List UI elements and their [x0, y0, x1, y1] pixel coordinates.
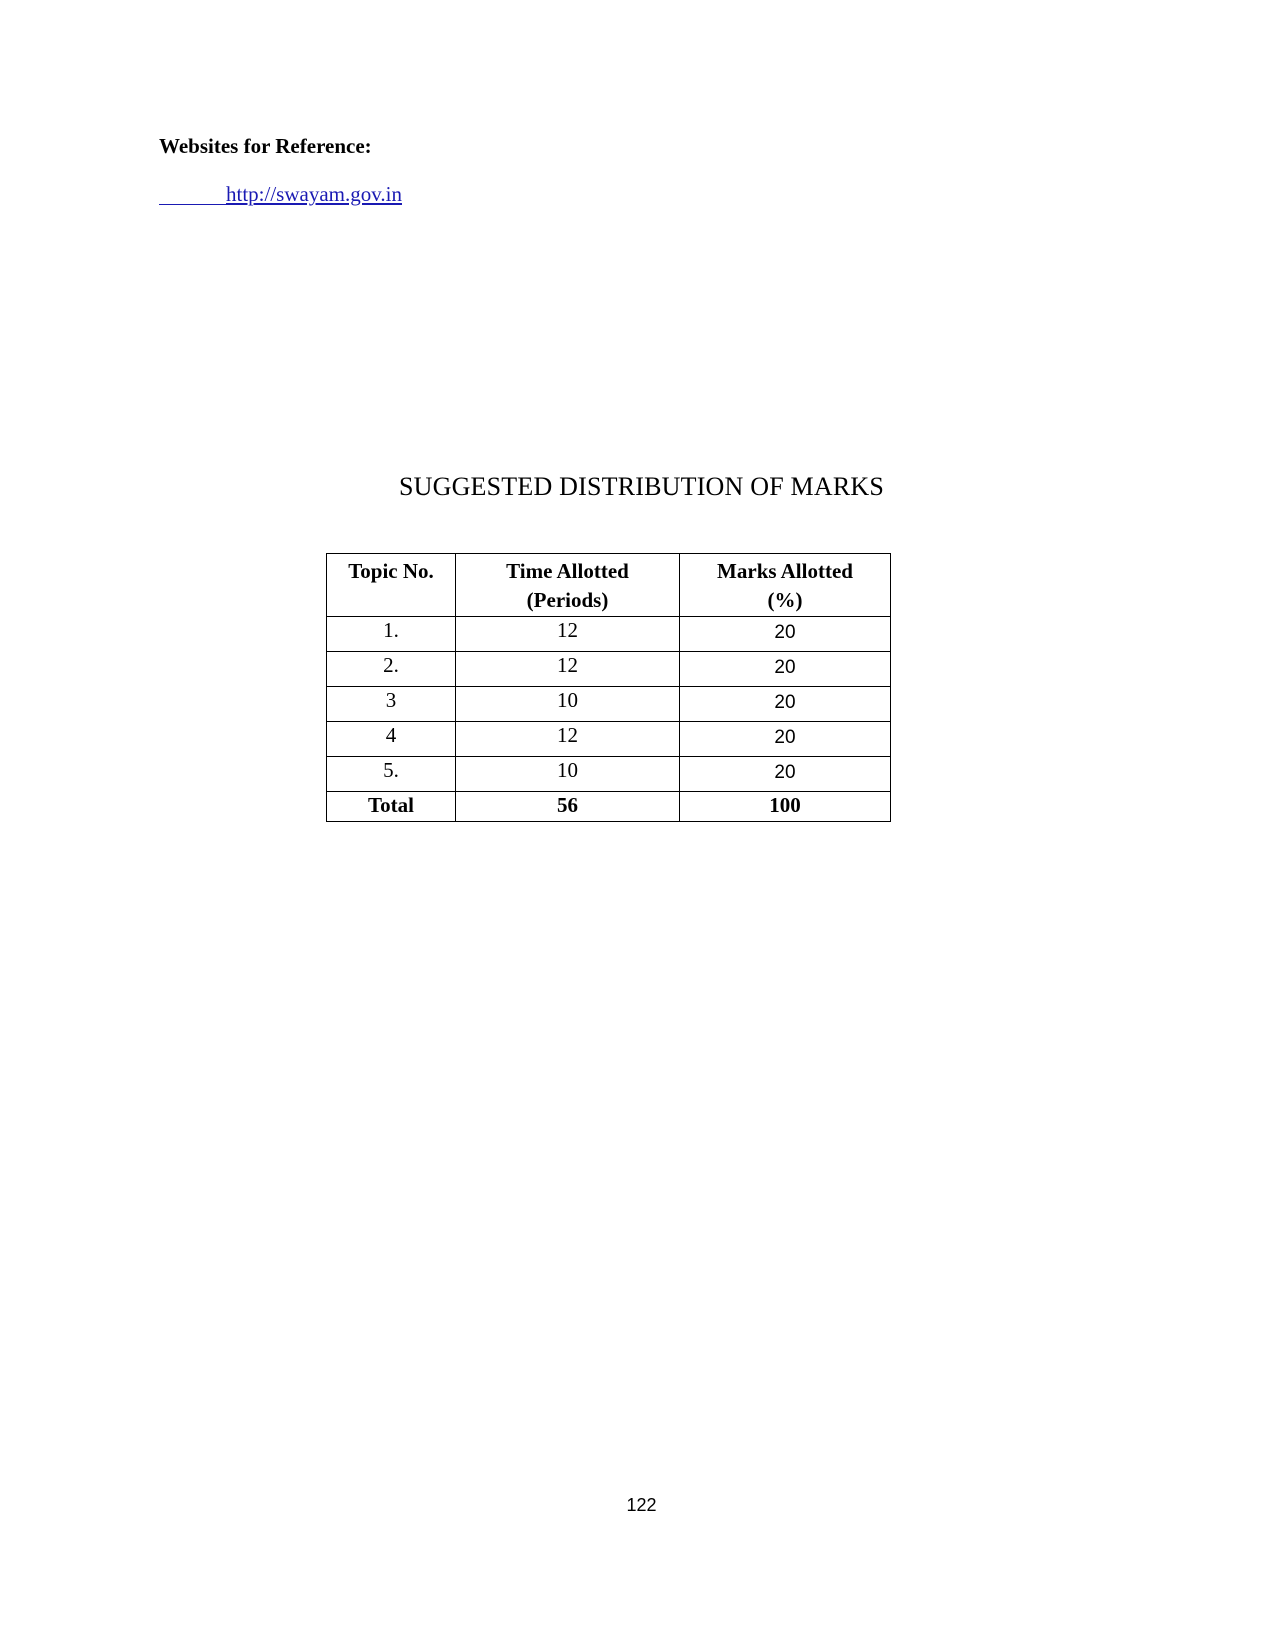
header-time-allotted: [456, 554, 680, 617]
header-topic-no-label: Topic No.: [348, 559, 434, 583]
table-row: [327, 652, 891, 687]
topic-cell: 3: [327, 687, 456, 722]
table-header-row: [327, 554, 891, 617]
total-time-cell: 56: [456, 792, 680, 822]
table-row: [327, 617, 891, 652]
time-cell: 12: [456, 722, 680, 757]
marks-distribution-table: [326, 553, 891, 822]
header-time-line2: (Periods): [526, 588, 609, 612]
references-heading: Websites for Reference:: [159, 134, 372, 158]
header-topic-no: [327, 554, 456, 617]
header-marks-line1: Marks Allotted: [717, 559, 853, 583]
time-cell: 10: [456, 757, 680, 792]
table-row: [327, 757, 891, 792]
page-number: 122: [626, 1495, 657, 1515]
table-row: [327, 687, 891, 722]
link-indent: [159, 182, 226, 205]
topic-cell: 2.: [327, 652, 456, 687]
time-cell: 12: [456, 617, 680, 652]
marks-cell: 20: [680, 652, 891, 687]
time-cell: 12: [456, 652, 680, 687]
marks-cell: 20: [680, 617, 891, 652]
marks-cell: 20: [680, 757, 891, 792]
time-cell: 10: [456, 687, 680, 722]
distribution-title: SUGGESTED DISTRIBUTION OF MARKS: [398, 472, 885, 501]
header-marks-allotted: [680, 554, 891, 617]
reference-link-row: [159, 182, 415, 210]
header-marks-line2: (%): [767, 588, 803, 612]
header-time-line1: Time Allotted: [506, 559, 629, 583]
topic-cell: 5.: [327, 757, 456, 792]
marks-cell: 20: [680, 722, 891, 757]
total-row: [327, 792, 891, 822]
total-label-cell: Total: [327, 792, 456, 822]
table-row: [327, 722, 891, 757]
swayam-link[interactable]: http://swayam.gov.in: [226, 182, 402, 206]
total-marks-cell: 100: [680, 792, 891, 822]
marks-cell: 20: [680, 687, 891, 722]
topic-cell: 1.: [327, 617, 456, 652]
topic-cell: 4: [327, 722, 456, 757]
